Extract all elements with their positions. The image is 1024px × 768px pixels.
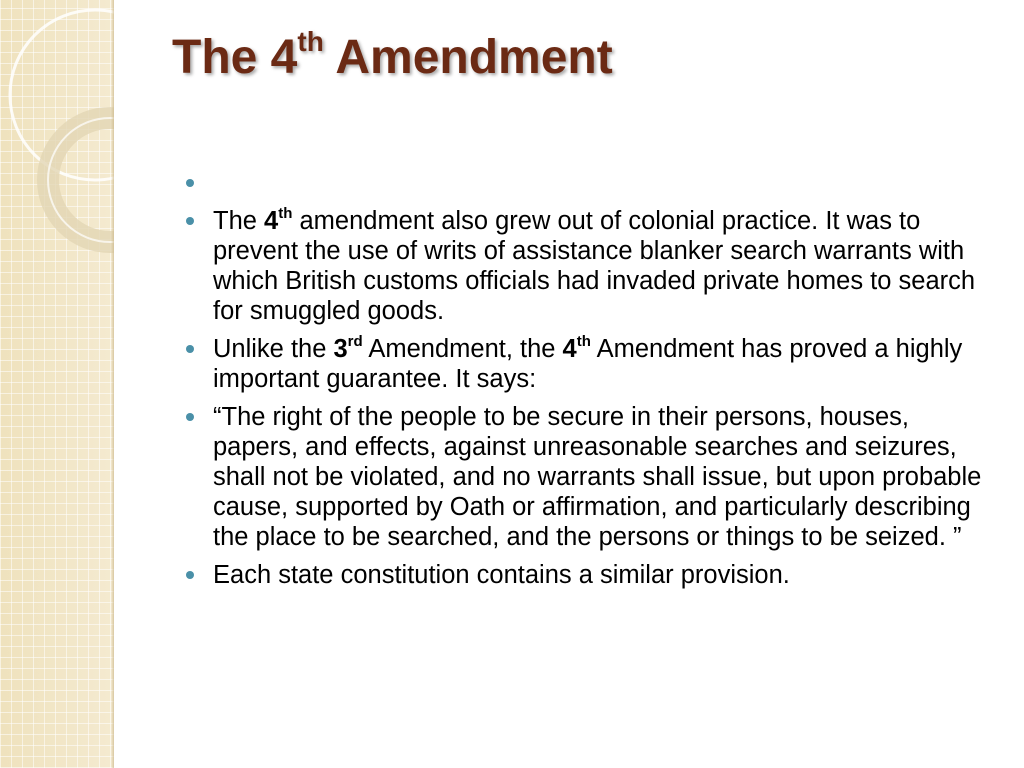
title-prefix: The 4 [172, 31, 298, 84]
list-item-quote [186, 402, 996, 552]
bullet-text-part: amendment also grew out of colonial practice. It was to prevent the use of writs of assistance blanker search warrants with which British customs officials had invaded private homes to search for smuggled goods. [213, 207, 976, 325]
bullet-dot-icon [186, 345, 194, 353]
bullet-bold-number: 4 [264, 207, 279, 235]
bullet-dot-icon [186, 179, 194, 187]
list-item-writs [186, 206, 996, 326]
title-superscript: th [297, 26, 324, 57]
list-item-empty [186, 168, 996, 198]
decorative-rings [0, 0, 114, 300]
bullet-superscript: rd [347, 333, 363, 350]
bullet-bold-number: 4 [562, 335, 577, 363]
title-suffix: Amendment [323, 31, 613, 84]
bullet-text: “The right of the people to be secure in their persons, houses, papers, and effects, against unreasonable searches and seizures, shall not be violated, and no warrants shall issue, but upon probable cause, supported by Oath or affirmation, and particularly describing the place to be searched, and the persons or things to be seized. ” [213, 403, 982, 551]
bullet-text-part: Amendment, the [362, 335, 563, 363]
list-item-state-constitution [186, 560, 996, 590]
bullet-text: Each state constitution contains a similar provision. [213, 561, 790, 589]
bullet-superscript: th [278, 205, 293, 222]
bullet-text-part: The [213, 207, 265, 235]
bullet-dot-icon [186, 217, 194, 225]
bullet-superscript: th [576, 333, 591, 350]
list-item-guarantee [186, 334, 996, 394]
decorative-side-band [0, 0, 114, 768]
bullet-text-part: Unlike the [213, 335, 334, 363]
bullet-dot-icon [186, 571, 194, 579]
bullet-list [186, 168, 996, 598]
bullet-bold-number: 3 [333, 335, 348, 363]
bullet-dot-icon [186, 413, 194, 421]
page-title [172, 26, 613, 85]
bullet-text-part: Amendment has proved a highly important guarantee. It says: [213, 335, 963, 393]
